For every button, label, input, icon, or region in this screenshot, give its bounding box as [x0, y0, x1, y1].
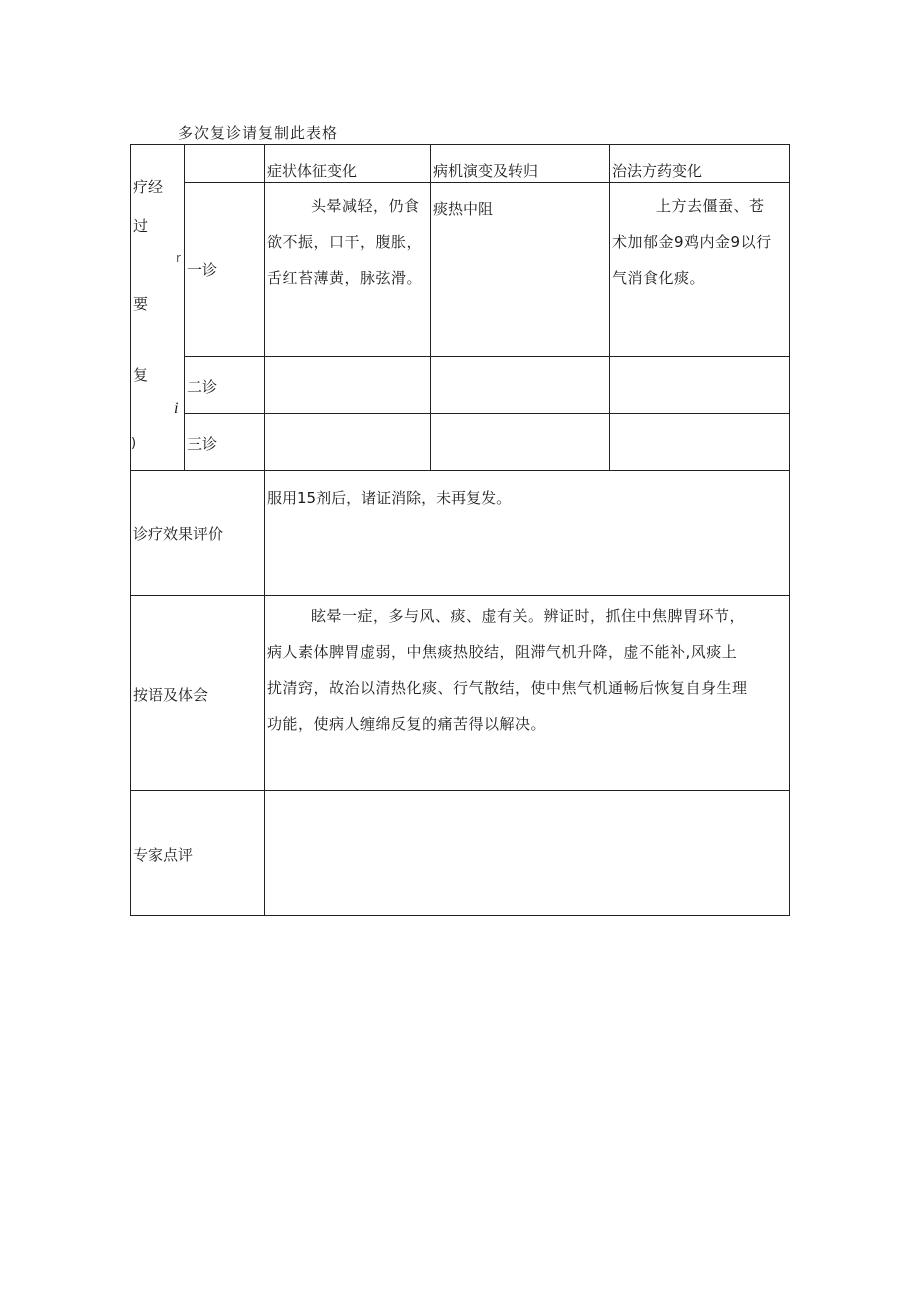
commentary-line-2: 病人素体脾胃虚弱，中焦痰热胶结，阻滞气机升降，虚不能补,风痰上 [267, 643, 738, 661]
side-label-char-2: 过 [133, 217, 149, 235]
stray-mark-1: r [176, 251, 181, 265]
evaluation-label: 诊疗效果评价 [133, 525, 224, 543]
label-column-divider [264, 144, 265, 916]
header-treatment: 治法方药变化 [612, 162, 703, 180]
side-label-char-4: 复 [133, 366, 149, 384]
visit1-symptoms-line-1: 头晕减轻，仍食 [311, 197, 420, 215]
visit1-treatment-line-2: 术加郁金9鸡内金9以行 [612, 233, 772, 251]
visit1-row-divider [184, 356, 790, 357]
header-pathogenesis: 病机演变及转归 [433, 162, 539, 180]
table-left-border [130, 144, 131, 916]
commentary-line-1: 眩晕一症，多与风、痰、虚有关。辨证时，抓住中焦脾胃环节， [311, 607, 746, 625]
process-section-divider [130, 470, 790, 471]
commentary-text [267, 598, 787, 742]
side-label-char-3: 要 [133, 295, 149, 313]
table-right-border [789, 144, 790, 916]
header-symptoms: 症状体征变化 [267, 162, 358, 180]
commentary-line-3: 扰清窍，故治以清热化痰、行气散结，使中焦气机通畅后恢复自身生理 [267, 679, 748, 697]
visit-label-2: 二诊 [187, 378, 218, 396]
visit1-treatment-line-1: 上方去僵蚕、苍 [656, 197, 765, 215]
table-top-border [130, 144, 790, 145]
side-label-divider [184, 144, 185, 470]
side-label-char-5: ) [131, 436, 137, 451]
expert-label: 专家点评 [133, 846, 194, 864]
header-row-divider [184, 182, 790, 183]
visit-label-1: 一诊 [187, 261, 218, 279]
stray-mark-2: i [174, 400, 179, 417]
commentary-line-4: 功能，使病人缠绵反复的痛苦得以解决。 [267, 715, 547, 733]
table-bottom-border [130, 915, 790, 916]
visit1-treatment [612, 188, 788, 296]
table-caption: 多次复诊请复制此表格 [178, 124, 339, 142]
evaluation-section-divider [130, 595, 790, 596]
pathogenesis-column-divider [609, 144, 610, 470]
side-label-char-1: 疗经 [133, 178, 164, 196]
visit1-symptoms [267, 188, 429, 296]
commentary-section-divider [130, 790, 790, 791]
visit2-row-divider [184, 413, 790, 414]
evaluation-text: 服用15剂后，诸证消除，未再复发。 [267, 489, 512, 507]
visit1-treatment-line-3: 气消食化痰。 [612, 269, 706, 287]
symptoms-column-divider [430, 144, 431, 470]
visit1-symptoms-line-2: 欲不振，口干，腹胀， [267, 233, 423, 251]
visit-label-3: 三诊 [187, 435, 218, 453]
commentary-label: 按语及体会 [133, 686, 209, 704]
visit1-pathogenesis: 痰热中阻 [433, 200, 494, 218]
visit1-symptoms-line-3: 舌红苔薄黄，脉弦滑。 [267, 269, 423, 287]
